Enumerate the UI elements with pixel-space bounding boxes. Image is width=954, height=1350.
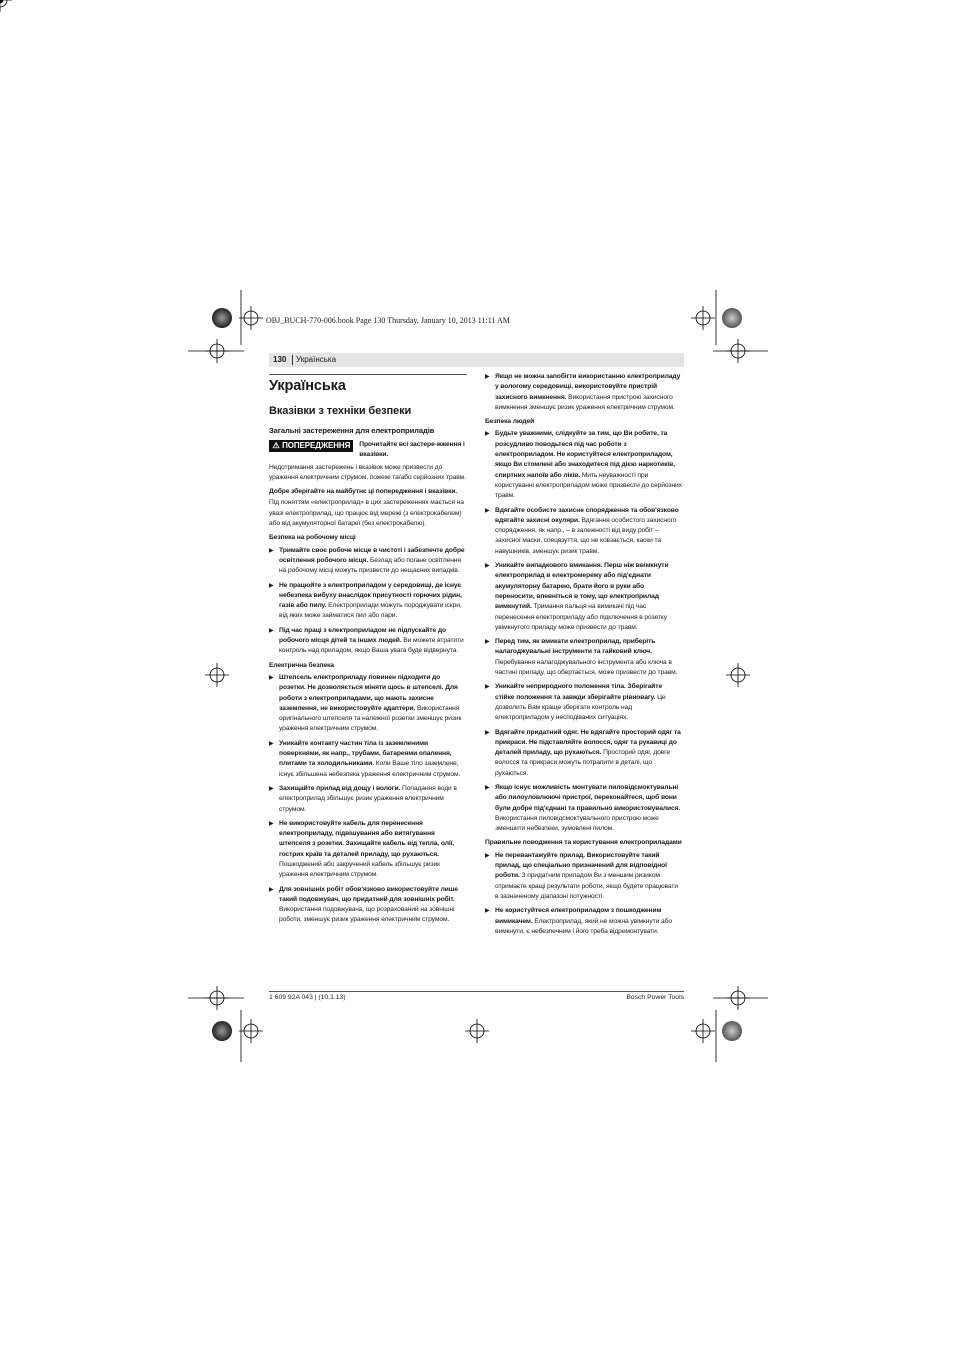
warning-text: Недотримання застережень і вказівок може призвести до ураження електричним струмом, пожежі та/або серйозних травм.: [269, 463, 466, 481]
safety-item: [269, 626, 467, 657]
footer-rule: [269, 991, 684, 992]
left-sections: [269, 533, 467, 925]
safety-item: [269, 784, 467, 815]
section-heading: Безпека на робочому місці: [269, 534, 356, 542]
safety-item: [269, 819, 467, 881]
item-bold: Якщо існує можливість монтувати пиловідсмоктувальні або пилоуловлюючі пристрої, переконайтеся, щоб вони були добре під'єднані та правильно використовувалися.: [495, 783, 681, 812]
bullet-arrow-icon: ▶: [485, 784, 490, 791]
item-text: Пошкоджений або закручений кабель збільшує ризик ураження електричним струмом.: [279, 860, 440, 879]
item-bold: Не використовуйте кабель для перенесення електроприладу, підвішування або витягування штепселя з розетки. Захищайте кабель від тепла, олії, гострих країв та деталей приладу, що рухаються.: [279, 819, 455, 858]
bullet-arrow-icon: ▶: [485, 684, 490, 691]
bullet-arrow-icon: ▶: [485, 563, 490, 570]
item-text: З придатним приладом Ви з меншим ризиком отримаєте кращі результати роботи, якщо будете працювати в зазначеному діапазоні потужності.: [495, 872, 678, 900]
bullet-arrow-icon: ▶: [269, 674, 274, 681]
safety-item: [485, 682, 683, 723]
item-text: Використання оригінального штепселя та належної розетки зменшує ризик ураження електричним струмом.: [279, 704, 462, 733]
item-bold: Не користуйтеся електроприладом з пошкодженим вимикачем.: [495, 907, 662, 925]
item-bold: Штепсель електроприладу повинен підходити до розетки. Не дозволяється міняти щось в штепселі. Для роботи з електроприладами, що мають захисне заземлення, не використовуйте адаптери.: [279, 673, 458, 712]
right-sections: [485, 372, 683, 937]
title-rule: [269, 374, 467, 375]
safety-item: [485, 561, 683, 633]
item-bold: Перед тим, як вмикати електроприлад, приберіть налагоджувальні інструменти та гайковий ключ.: [495, 638, 656, 656]
section-title: Вказівки з техніки безпеки: [269, 405, 412, 417]
safety-item: [269, 739, 467, 780]
item-bold: Уникайте контакту частин тіла із заземленими поверхнями, як напр., трубами, батареями опалення, плитами та холодильниками.: [279, 739, 452, 768]
item-text: Використання пристрою захисного вимкнення зменшує ризик ураження електричним струмом.: [495, 393, 675, 411]
item-text: Коли Ваше тіло заземлене, існує збільшена небезпека ураження електричним струмом.: [279, 760, 461, 778]
item-text: Мить неуважності при користуванні електроприладом може призвести до серйозних травм.: [495, 471, 682, 500]
item-bold: Будьте уважними, слідкуйте за тим, що Ви робите, та розсудливо поводьтеся під час роботи з електроприладом. Не користуйтеся електроприладом, якщо Ви стомлені або знаходитеся під дією наркотиків, спиртних напоїв або ліків.: [495, 430, 675, 479]
keep-note-bold: Добре зберігайте на майбутнє ці попередження і вказівки.: [269, 488, 458, 496]
item-bold: Якщо не можна запобігти використанню електроприладу у вологому середовищі, використовуйте пристрій захисного вимкнення.: [495, 373, 681, 401]
bullet-arrow-icon: ▶: [485, 431, 490, 438]
section-heading: Електрична безпека: [269, 661, 334, 669]
bullet-arrow-icon: ▶: [269, 785, 274, 792]
safety-item: [485, 906, 683, 937]
item-text: Тримання пальця на вимикачі під час перенесення електроприладу або підключення в розетку увімкнутого приладу може призвести до травм.: [495, 603, 667, 631]
item-bold: Не працюйте з електроприладом у середовищі, де існує небезпека вибуху внаслідок присутності горючих рідин, газів або пилу.: [279, 581, 462, 610]
item-bold: Захищайте прилад від дощу і вологи.: [279, 784, 401, 792]
bullet-arrow-icon: ▶: [269, 886, 274, 893]
bullet-arrow-icon: ▶: [269, 627, 274, 634]
item-text: Це дозволить Вам краще зберігати контроль над електроприладом у несподіваних ситуаціях.: [495, 693, 666, 722]
item-text: Електроприлад, який не можна увімкнути або вимкнути, є небезпечним і його треба відремонтувати.: [495, 917, 672, 935]
bullet-arrow-icon: ▶: [485, 374, 490, 380]
warning-triangle-icon: ⚠: [272, 441, 280, 450]
bullet-arrow-icon: ▶: [269, 740, 274, 747]
item-bold: Не перевантажуйте прилад. Використовуйте такий прилад, що спеціально призначений для відповідної роботи.: [495, 851, 667, 880]
warning-bold-text: Прочитайте всі застере-жження і вказівки.: [359, 441, 465, 459]
item-text: Просторий одяг, довге волосся та прикраси можуть потрапити в деталі, що рухаються.: [495, 749, 670, 777]
bullet-arrow-icon: ▶: [269, 582, 274, 589]
bullet-arrow-icon: ▶: [485, 852, 490, 859]
safety-item: [485, 637, 683, 678]
bullet-arrow-icon: ▶: [269, 820, 274, 827]
safety-item: [485, 372, 683, 413]
page-title: Українська: [269, 378, 346, 394]
print-info: OBJ_BUCH-770-006.book Page 130 Thursday, January 10, 2013 11:11 AM: [266, 316, 510, 325]
item-text: Попадання води в електроприлад збільшує ризик ураження електричним струмом.: [279, 784, 457, 813]
safety-item: [269, 546, 467, 577]
item-bold: Під час праці з електроприладом не підпускайте до робочого місця дітей та інших людей.: [279, 626, 446, 645]
section-heading: Безпека людей: [485, 418, 535, 426]
item-text: Електроприлади можуть породжувати іскри, від яких може займатися пил або пари.: [279, 602, 462, 620]
section-heading: Правильне поводження та користування електроприладами: [485, 839, 682, 847]
footer-brand: Bosch Power Tools: [626, 994, 684, 1001]
safety-item: [269, 673, 467, 735]
item-text: Перебування налагоджувального інструмента або ключа в частині приладу, що обертається, може призвести до травм.: [495, 658, 678, 677]
safety-item: [485, 783, 683, 834]
item-text: Використання пиловідсмоктувального пристрою може зменшити небезпеки, зумовлені пилом.: [495, 814, 659, 833]
safety-item: [485, 728, 683, 779]
safety-item: [269, 581, 467, 622]
item-text: Вдягання особистого захисного спорядження, як напр., – в залежності від виду робіт – захисної маски, спецвзуття, що не ковзається, каски та навушників, зменшує ризик травм.: [495, 516, 677, 555]
warning-badge: ⚠ ПОПЕРЕДЖЕННЯ: [269, 440, 353, 452]
header-language: Українська: [292, 355, 336, 365]
subsection-title: Загальні застереження для електроприладів: [269, 426, 435, 435]
item-text: Ви можете втратити контроль над приладом, якщо Ваша увага буде відвернута.: [279, 637, 464, 655]
item-text: Використання подовжувача, що розрахований на зовнішні роботи, зменшує ризик ураження електричним струмом.: [279, 906, 455, 924]
page-number: 130: [273, 355, 287, 364]
keep-note-text: Під поняттям «електроприлад» в цих застереженнях мається на увазі електроприлад, що працює від мережі (з електрокабелем) або від акумуляторної батареї (без електрокабелю).: [269, 499, 464, 528]
footer-code: 1 609 92A 043 | (10.1.13): [269, 994, 346, 1001]
item-bold: Вдягайте придатний одяг. Не вдягайте просторий одяг та прикраси. Не підставляйте волосся, одяг та рукавиці до деталей приладу, що рухаються.: [495, 728, 681, 757]
safety-item: [485, 429, 683, 501]
bullet-arrow-icon: ▶: [269, 547, 274, 554]
item-bold: Уникайте випадкового вмикання. Перш ніж ввімкнути електроприлад в електромережу або під'єднати акумуляторну батарею, брати його в руки або переносити, впевніться в тому, що електроприлад вимкнутий.: [495, 562, 669, 611]
bullet-arrow-icon: ▶: [485, 729, 490, 736]
safety-item: [269, 885, 467, 926]
item-bold: Уникайте неприродного положення тіла. Зберігайте стійке положення та завжди зберігайте рівновагу.: [495, 683, 663, 701]
bullet-arrow-icon: ▶: [485, 639, 490, 646]
item-text: Безлад або погане освітлення на робочому місці можуть призвести до нещасних випадків.: [279, 556, 461, 575]
left-column: [269, 372, 467, 930]
item-bold: Тримайте своє робоче місце в чистоті і забезпечте добре освітлення робочого місця.: [279, 546, 465, 564]
bullet-arrow-icon: ▶: [485, 908, 490, 915]
safety-item: [485, 851, 683, 902]
item-bold: Вдягайте особисте захисне спорядження та обов'язково вдягайте захисні окуляри.: [495, 506, 679, 524]
bullet-arrow-icon: ▶: [485, 507, 490, 514]
safety-item: [485, 506, 683, 557]
warning-block: [269, 440, 467, 461]
right-column: [485, 372, 683, 941]
item-bold: Для зовнішніх робіт обов'язково використовуйте лише такий подовжувач, що придатний для зовнішніх робіт.: [279, 885, 458, 903]
